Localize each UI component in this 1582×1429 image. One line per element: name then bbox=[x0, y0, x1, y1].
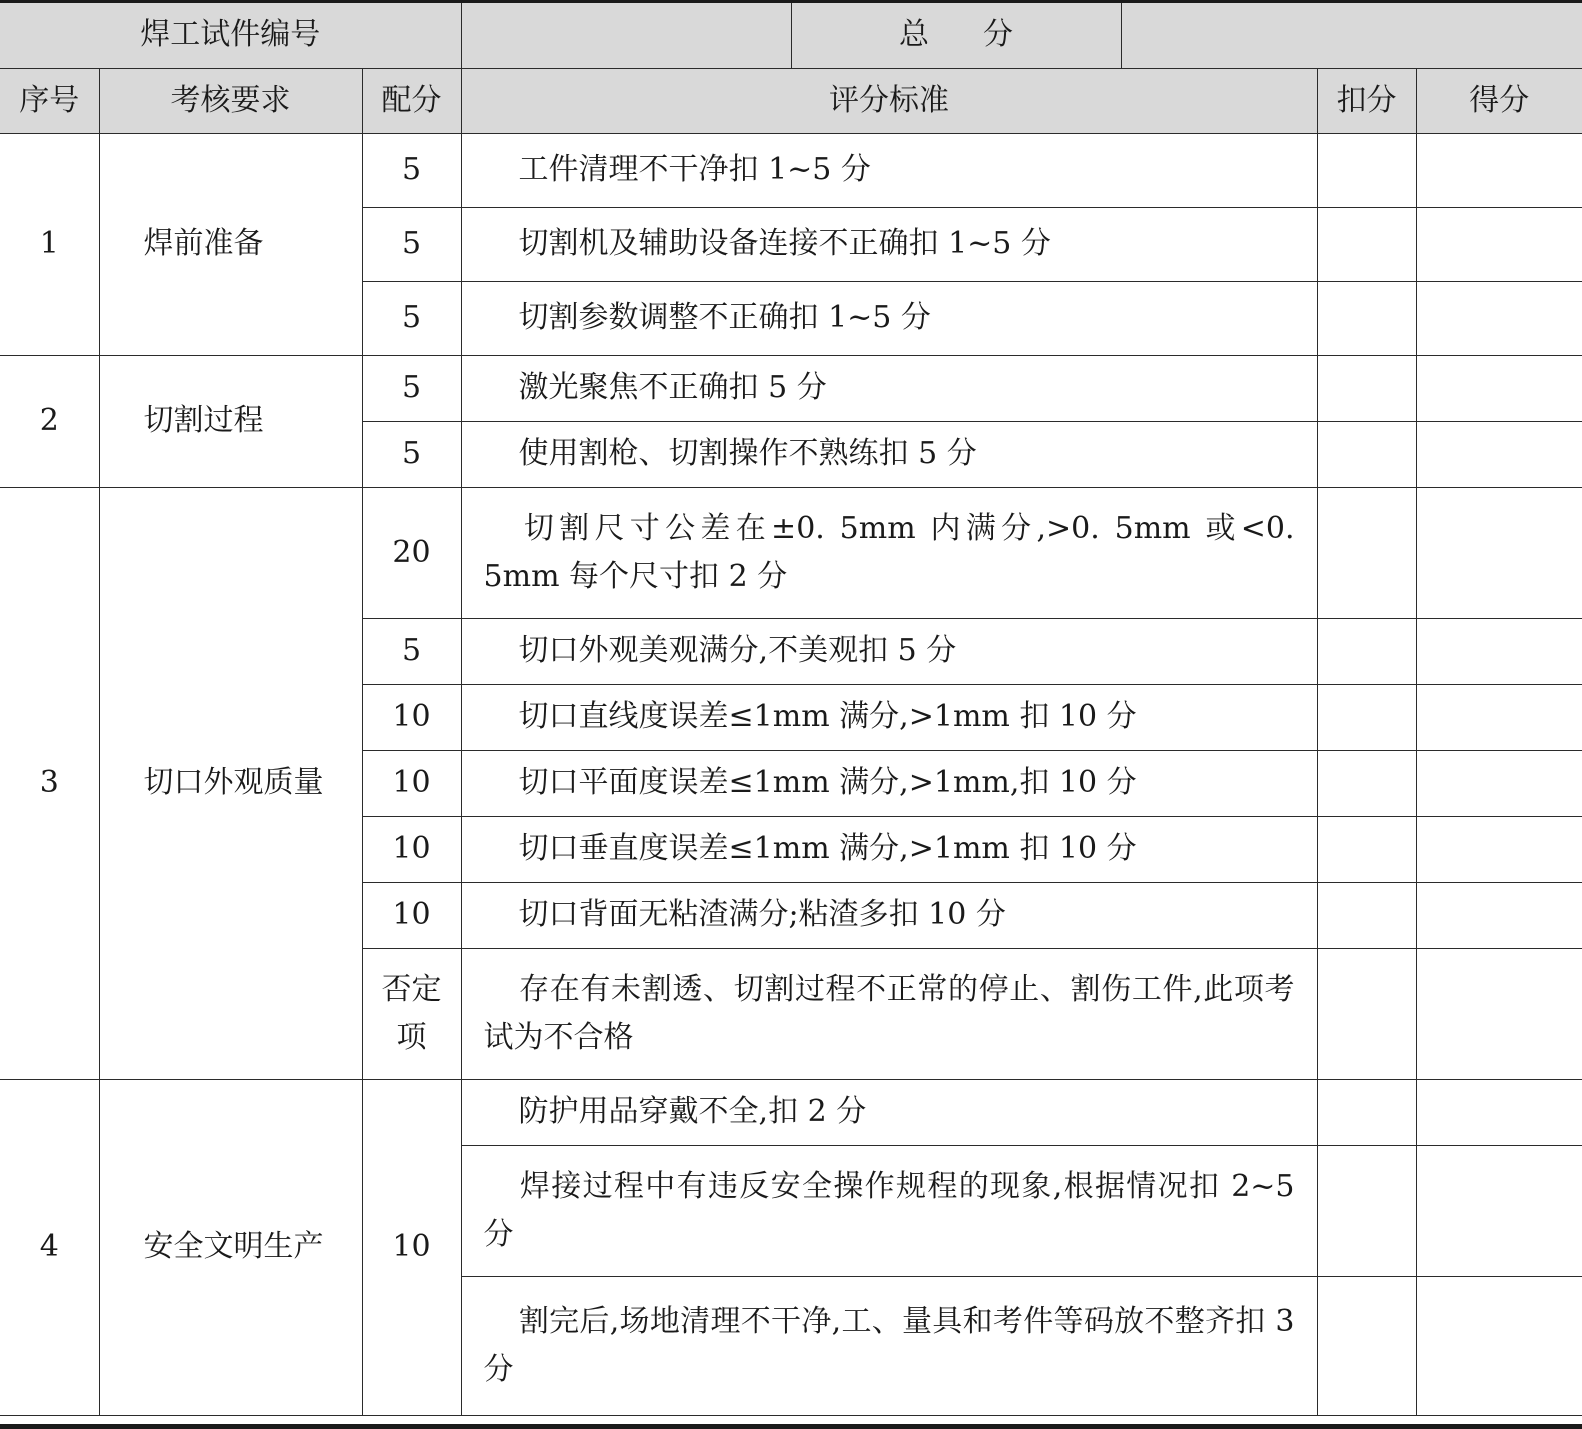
score-cell[interactable] bbox=[1416, 421, 1582, 487]
row-criteria: 使用割枪、切割操作不熟练扣 5 分 bbox=[461, 421, 1317, 487]
deduction-cell[interactable] bbox=[1317, 1145, 1416, 1276]
col-header-points: 配分 bbox=[362, 68, 461, 133]
deduction-cell[interactable] bbox=[1317, 1079, 1416, 1145]
score-cell[interactable] bbox=[1416, 618, 1582, 684]
row-criteria: 工件清理不干净扣 1~5 分 bbox=[461, 133, 1317, 207]
row-criteria: 切割机及辅助设备连接不正确扣 1~5 分 bbox=[461, 207, 1317, 281]
row-points: 10 bbox=[362, 750, 461, 816]
col-header-no: 序号 bbox=[0, 68, 99, 133]
row-criteria: 切口垂直度误差≤1mm 满分,>1mm 扣 10 分 bbox=[461, 816, 1317, 882]
score-cell[interactable] bbox=[1416, 281, 1582, 355]
col-header-score: 得分 bbox=[1416, 68, 1582, 133]
total-score-value[interactable] bbox=[1121, 3, 1582, 68]
deduction-cell[interactable] bbox=[1317, 355, 1416, 421]
deduction-cell[interactable] bbox=[1317, 487, 1416, 618]
row-criteria: 割完后,场地清理不干净,工、量具和考件等码放不整齐扣 3 分 bbox=[461, 1276, 1317, 1415]
total-label-char-a: 总 bbox=[899, 17, 930, 53]
group-no: 4 bbox=[0, 1079, 99, 1415]
deduction-cell[interactable] bbox=[1317, 207, 1416, 281]
deduction-cell[interactable] bbox=[1317, 1276, 1416, 1415]
score-cell[interactable] bbox=[1416, 355, 1582, 421]
row-points: 5 bbox=[362, 133, 461, 207]
total-score-label bbox=[791, 3, 1121, 68]
specimen-number-value[interactable] bbox=[461, 3, 791, 68]
row-criteria: 防护用品穿戴不全,扣 2 分 bbox=[461, 1079, 1317, 1145]
specimen-number-label: 焊工试件编号 bbox=[0, 3, 461, 68]
row-criteria: 切割尺寸公差在±0. 5mm 内满分,>0. 5mm 或<0. 5mm 每个尺寸扣 2 分 bbox=[461, 487, 1317, 618]
score-cell[interactable] bbox=[1416, 684, 1582, 750]
deduction-cell[interactable] bbox=[1317, 948, 1416, 1079]
row-points: 5 bbox=[362, 355, 461, 421]
score-cell[interactable] bbox=[1416, 816, 1582, 882]
group-no: 3 bbox=[0, 487, 99, 1079]
scoring-table bbox=[0, 3, 1582, 1416]
table-row bbox=[0, 487, 1582, 618]
score-cell[interactable] bbox=[1416, 1145, 1582, 1276]
row-criteria: 激光聚焦不正确扣 5 分 bbox=[461, 355, 1317, 421]
row-points: 10 bbox=[362, 684, 461, 750]
deduction-cell[interactable] bbox=[1317, 281, 1416, 355]
group-requirement: 切口外观质量 bbox=[99, 487, 362, 1079]
group-requirement: 安全文明生产 bbox=[99, 1079, 362, 1415]
score-cell[interactable] bbox=[1416, 133, 1582, 207]
row-points: 10 bbox=[362, 816, 461, 882]
score-cell[interactable] bbox=[1416, 750, 1582, 816]
group-requirement: 切割过程 bbox=[99, 355, 362, 487]
score-cell[interactable] bbox=[1416, 207, 1582, 281]
row-criteria: 切割参数调整不正确扣 1~5 分 bbox=[461, 281, 1317, 355]
deduction-cell[interactable] bbox=[1317, 882, 1416, 948]
row-points: 20 bbox=[362, 487, 461, 618]
table-row bbox=[0, 355, 1582, 421]
total-label-char-b: 分 bbox=[983, 17, 1014, 53]
col-header-requirement: 考核要求 bbox=[99, 68, 362, 133]
bottom-rule bbox=[0, 1424, 1582, 1429]
deduction-cell[interactable] bbox=[1317, 618, 1416, 684]
row-criteria: 焊接过程中有违反安全操作规程的现象,根据情况扣 2~5 分 bbox=[461, 1145, 1317, 1276]
header-row-top bbox=[0, 3, 1582, 68]
group-no: 1 bbox=[0, 133, 99, 355]
row-points: 5 bbox=[362, 618, 461, 684]
score-cell[interactable] bbox=[1416, 487, 1582, 618]
deduction-cell[interactable] bbox=[1317, 816, 1416, 882]
col-header-criteria: 评分标准 bbox=[461, 68, 1317, 133]
row-points: 5 bbox=[362, 421, 461, 487]
row-points: 10 bbox=[362, 882, 461, 948]
row-criteria: 存在有未割透、切割过程不正常的停止、割伤工件,此项考试为不合格 bbox=[461, 948, 1317, 1079]
group-no: 2 bbox=[0, 355, 99, 487]
group-points: 10 bbox=[362, 1079, 461, 1415]
deduction-cell[interactable] bbox=[1317, 421, 1416, 487]
score-cell[interactable] bbox=[1416, 1276, 1582, 1415]
row-points: 5 bbox=[362, 281, 461, 355]
row-points-veto: 否定项 bbox=[362, 948, 461, 1079]
row-criteria: 切口直线度误差≤1mm 满分,>1mm 扣 10 分 bbox=[461, 684, 1317, 750]
header-row-columns bbox=[0, 68, 1582, 133]
deduction-cell[interactable] bbox=[1317, 133, 1416, 207]
group-requirement: 焊前准备 bbox=[99, 133, 362, 355]
score-cell[interactable] bbox=[1416, 1079, 1582, 1145]
table-row bbox=[0, 133, 1582, 207]
row-points: 5 bbox=[362, 207, 461, 281]
table-row bbox=[0, 1079, 1582, 1145]
deduction-cell[interactable] bbox=[1317, 684, 1416, 750]
score-cell[interactable] bbox=[1416, 882, 1582, 948]
score-cell[interactable] bbox=[1416, 948, 1582, 1079]
row-criteria: 切口平面度误差≤1mm 满分,>1mm,扣 10 分 bbox=[461, 750, 1317, 816]
row-criteria: 切口背面无粘渣满分;粘渣多扣 10 分 bbox=[461, 882, 1317, 948]
col-header-deduction: 扣分 bbox=[1317, 68, 1416, 133]
row-criteria: 切口外观美观满分,不美观扣 5 分 bbox=[461, 618, 1317, 684]
deduction-cell[interactable] bbox=[1317, 750, 1416, 816]
